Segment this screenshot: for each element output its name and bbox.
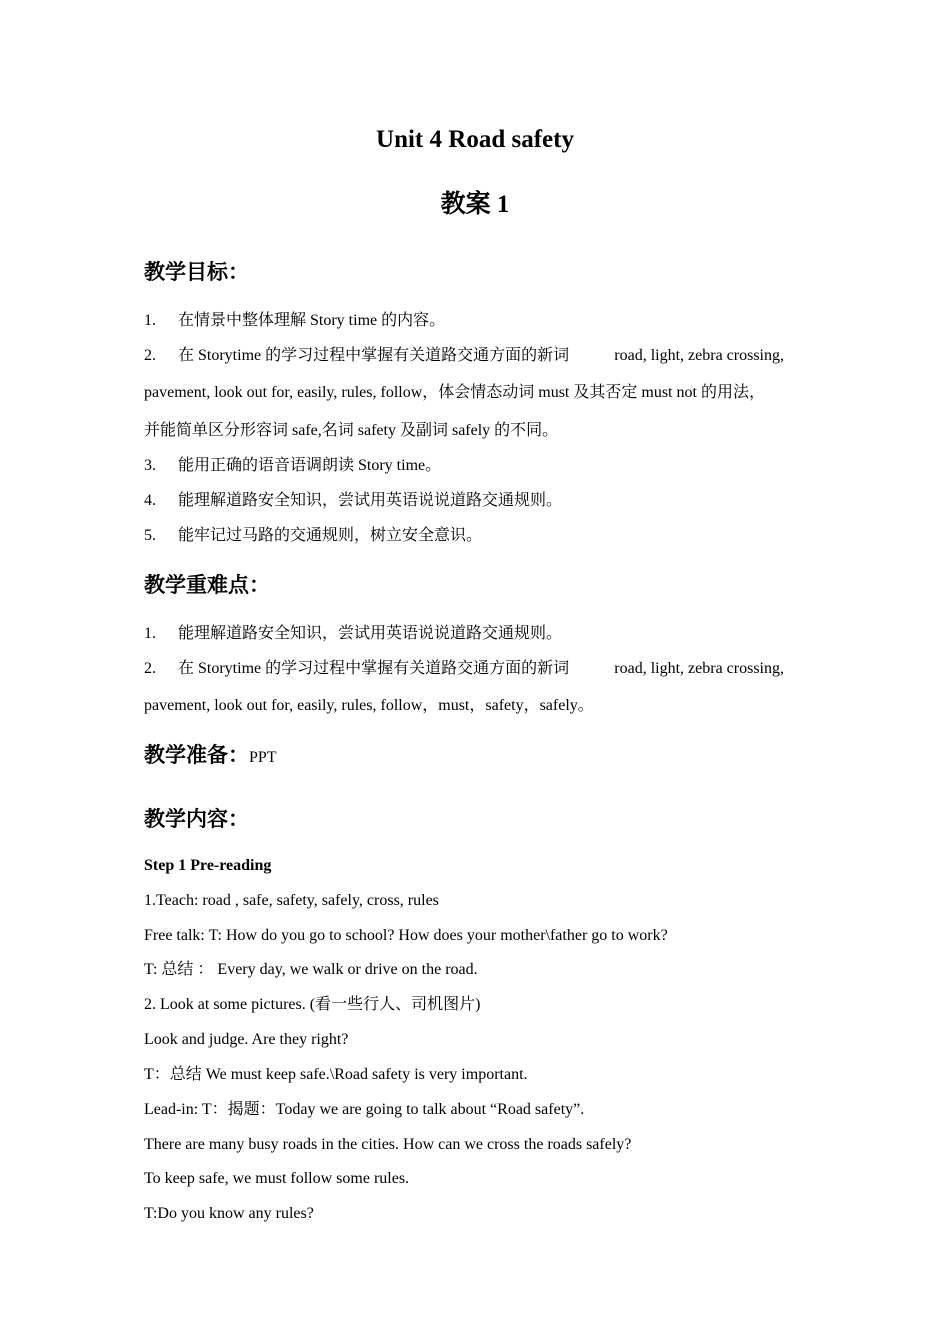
item-number: 1. (144, 625, 156, 642)
item-number: 1. (144, 312, 156, 329)
content-line: Look and judge. Are they right? (144, 1031, 349, 1048)
document-title: Unit 4 Road safety (376, 126, 574, 153)
item-text: 在 Storytime 的学习过程中掌握有关道路交通方面的新词 (178, 347, 570, 364)
content-line: Free talk: T: How do you go to school? How does your mother\father go to work? (144, 927, 668, 944)
objective-item-2-line-2: pavement, look out for, easily, rules, follow，体会情态动词 must 及其否定 must not 的用法， (144, 384, 765, 401)
item-number: 3. (144, 457, 156, 474)
objective-item-1 (144, 310, 445, 332)
objective-item-3 (144, 455, 441, 477)
item-text: 能牢记过马路的交通规则，树立安全意识。 (178, 527, 483, 544)
preparation-label: 教学准备： (144, 743, 249, 767)
preparation-value: PPT (249, 749, 277, 766)
content-line: 1.Teach: road , safe, safety, safely, cross, rules (144, 892, 439, 909)
objectives-heading: 教学目标： (144, 260, 249, 284)
item-text: 在 Storytime 的学习过程中掌握有关道路交通方面的新词 (178, 660, 570, 677)
item-text: 能用正确的语音语调朗读 Story time。 (178, 457, 442, 474)
content-line: T:Do you know any rules? (144, 1205, 314, 1222)
item-number: 2. (144, 347, 156, 364)
step-title: Step 1 Pre-reading (144, 857, 272, 874)
objective-item-2-line-1 (144, 345, 784, 367)
objective-item-2-line-3: 并能简单区分形容词 safe,名词 safety 及副词 safely 的不同。 (144, 422, 559, 439)
content-line: T: 总结 ： Every day, we walk or drive on the road. (144, 961, 478, 978)
objective-item-4 (144, 490, 562, 512)
objective-item-5 (144, 525, 482, 547)
content-heading: 教学内容： (144, 807, 249, 831)
content-line: T：总结 We must keep safe.\Road safety is very important. (144, 1066, 528, 1083)
item-text: 能理解道路安全知识，尝试用英语说说道路交通规则。 (178, 625, 563, 642)
key-point-item-2-line-2: pavement, look out for, easily, rules, follow，must，safety，safely。 (144, 697, 594, 714)
content-line: To keep safe, we must follow some rules. (144, 1170, 410, 1187)
item-number: 4. (144, 492, 156, 509)
item-text: road, light, zebra crossing, (614, 660, 784, 677)
item-text: 能理解道路安全知识，尝试用英语说说道路交通规则。 (178, 492, 563, 509)
item-text: road, light, zebra crossing, (614, 347, 784, 364)
key-point-item-1 (144, 623, 562, 645)
content-line: Lead-in: T：揭题：Today we are going to talk about “Road safety”. (144, 1101, 585, 1118)
content-line: 2. Look at some pictures. (看一些行人、司机图片) (144, 996, 481, 1013)
key-points-heading: 教学重难点： (144, 573, 270, 597)
item-number: 2. (144, 660, 156, 677)
document-subtitle: 教案 1 (440, 191, 510, 218)
preparation-heading (144, 741, 277, 772)
item-text: 在情景中整体理解 Story time 的内容。 (178, 312, 446, 329)
key-point-item-2-line-1 (144, 658, 784, 680)
content-line: There are many busy roads in the cities. How can we cross the roads safely? (144, 1136, 632, 1153)
item-number: 5. (144, 527, 156, 544)
